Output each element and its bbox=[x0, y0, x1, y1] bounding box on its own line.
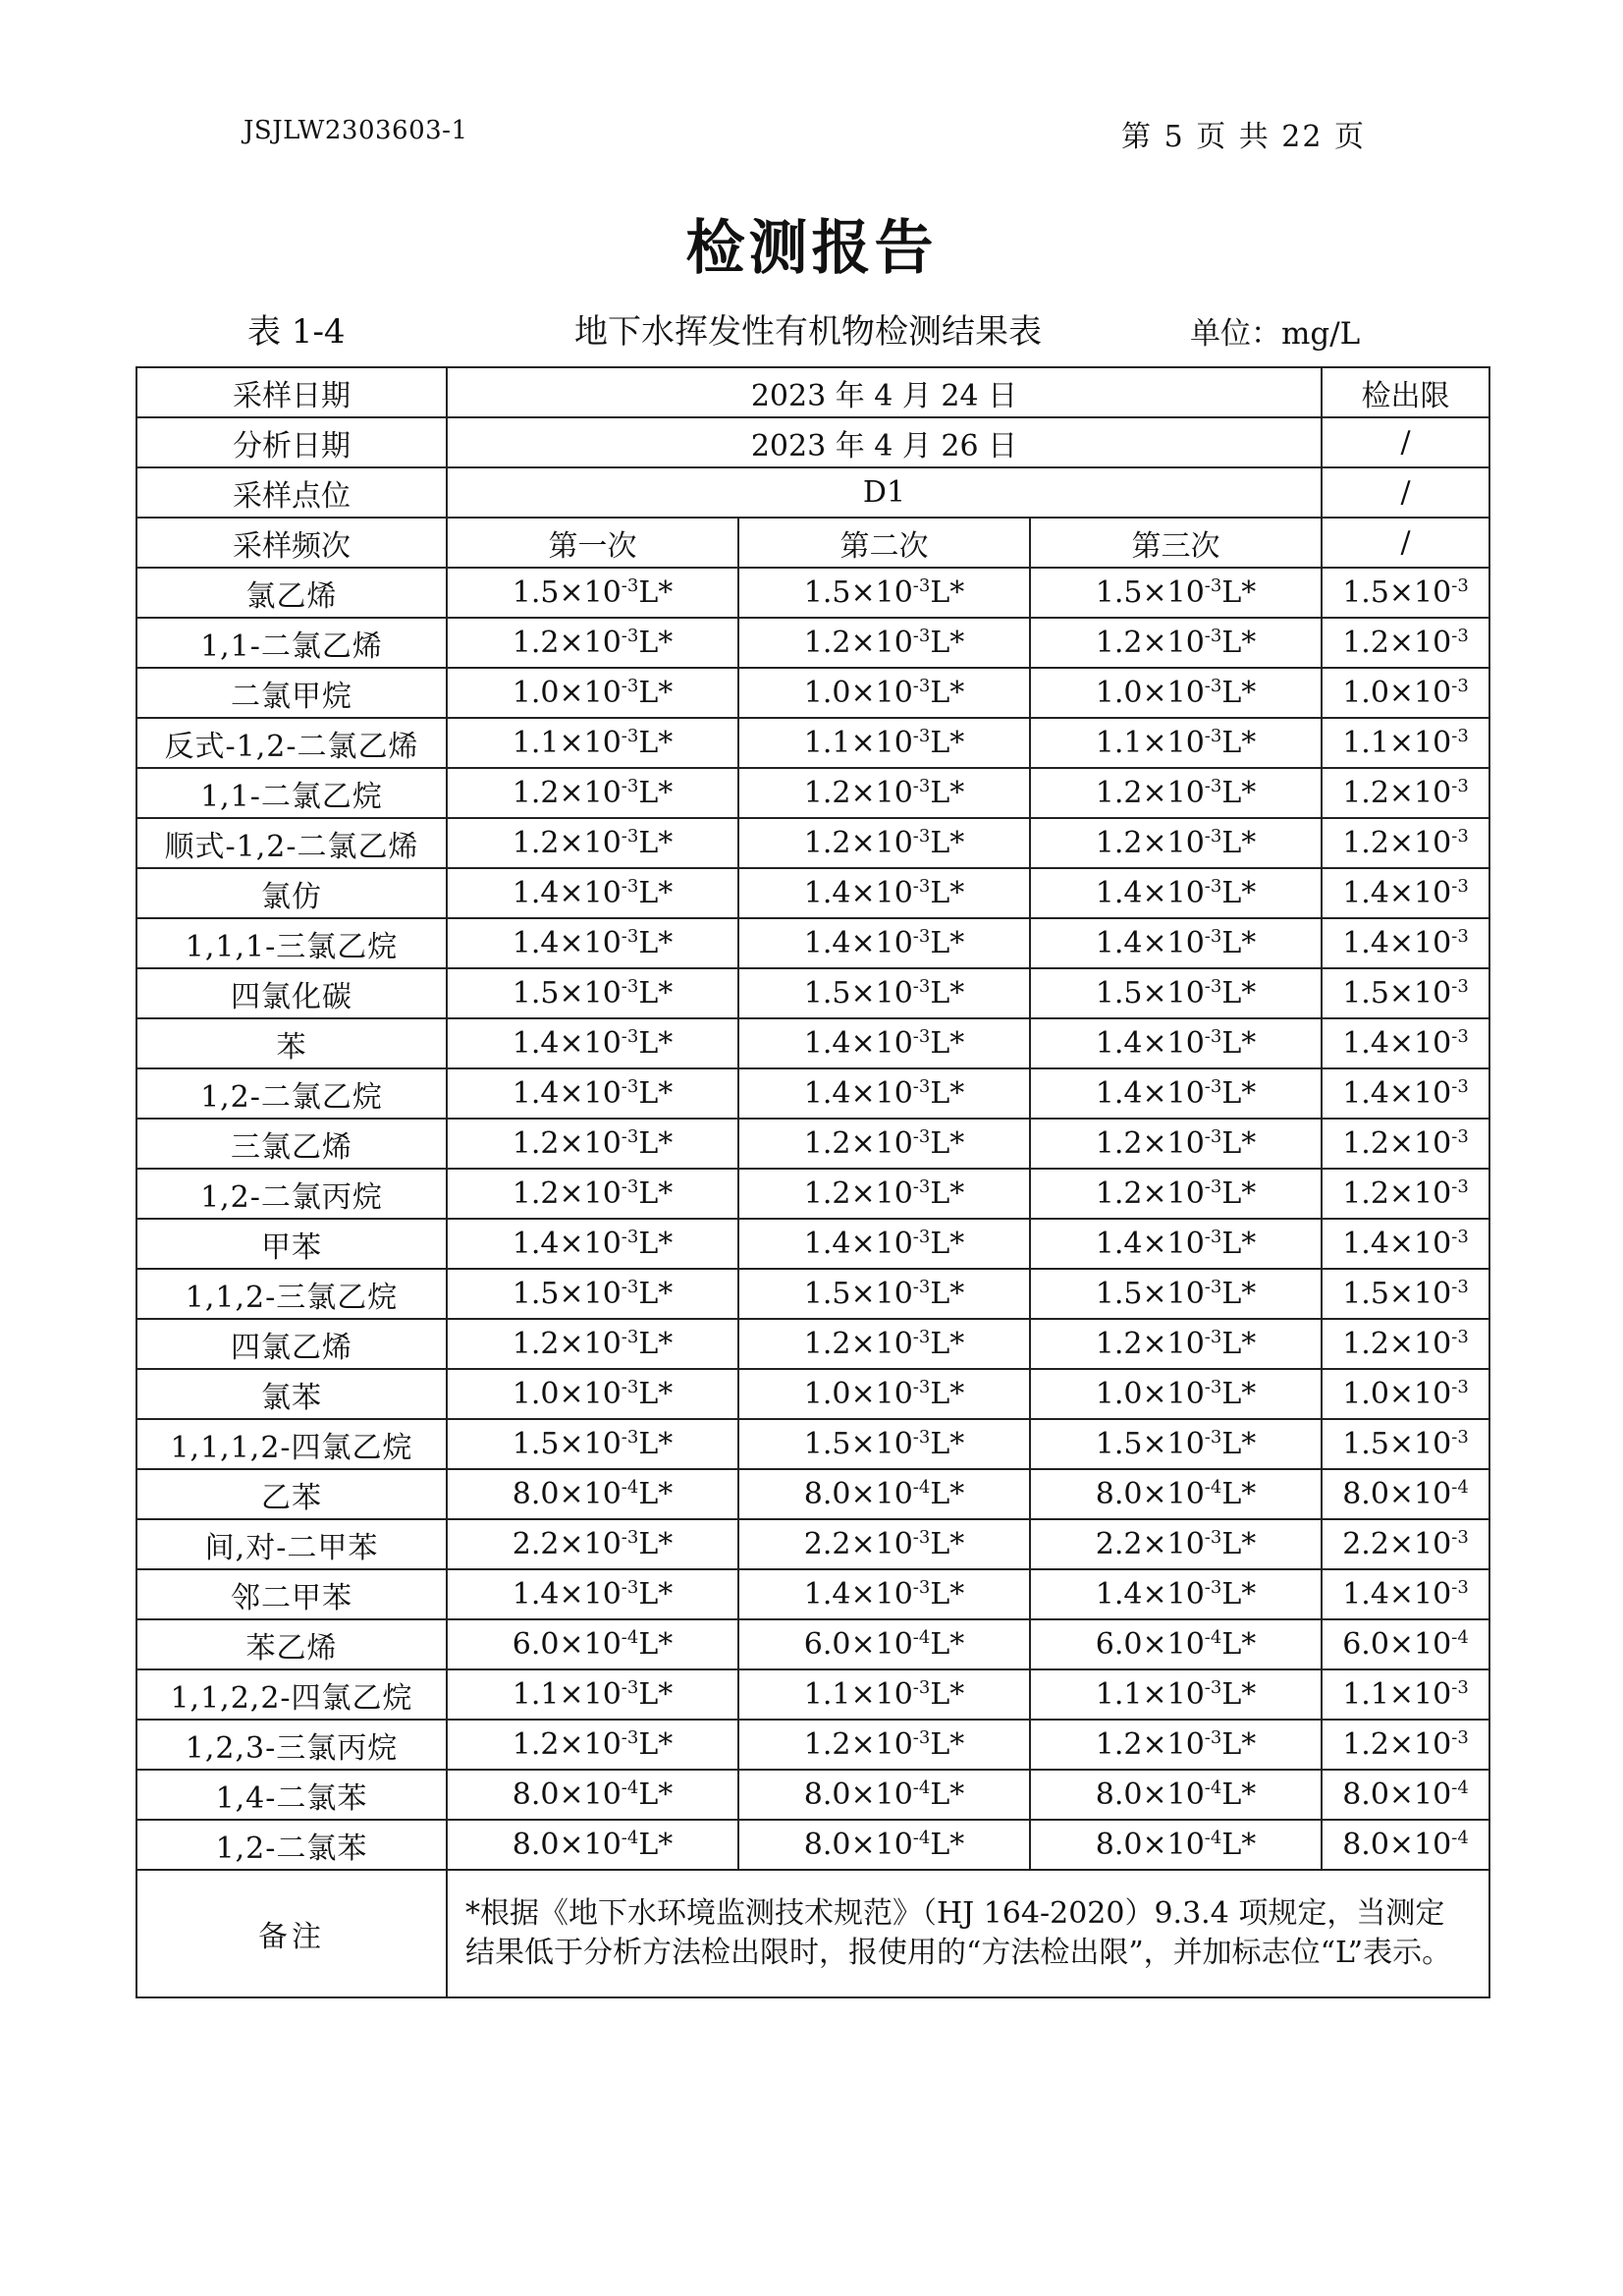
round-1-header: 第一次 bbox=[447, 518, 738, 568]
sampling-date-value: 2023 年 4 月 24 日 bbox=[447, 367, 1322, 417]
detection-limit-value: $1.2\times 10^{-3}$ bbox=[1322, 1720, 1489, 1770]
detection-limit-value: $6.0\times 10^{-4}$ bbox=[1322, 1619, 1489, 1669]
table-row bbox=[136, 968, 1489, 1018]
table-row bbox=[136, 618, 1489, 668]
result-value: $8.0\times 10^{-4}L*$ bbox=[738, 1820, 1030, 1870]
result-value: $1.4\times 10^{-3}L*$ bbox=[738, 1068, 1030, 1119]
result-value: $8.0\times 10^{-4}L*$ bbox=[447, 1820, 738, 1870]
table-row bbox=[136, 668, 1489, 718]
compound-name: 苯 bbox=[136, 1018, 447, 1068]
result-value: $1.0\times 10^{-3}L*$ bbox=[738, 668, 1030, 718]
result-value: $1.2\times 10^{-3}L*$ bbox=[447, 1169, 738, 1219]
result-value: $6.0\times 10^{-4}L*$ bbox=[447, 1619, 738, 1669]
compound-name: 邻二甲苯 bbox=[136, 1569, 447, 1619]
table-row bbox=[136, 1269, 1489, 1319]
result-value: $1.4\times 10^{-3}L*$ bbox=[738, 918, 1030, 968]
unit-label: 单位：mg/L bbox=[1190, 316, 1361, 352]
result-value: $1.0\times 10^{-3}L*$ bbox=[447, 1369, 738, 1419]
result-value: $1.4\times 10^{-3}L*$ bbox=[738, 1569, 1030, 1619]
table-row bbox=[136, 1619, 1489, 1669]
result-value: $1.2\times 10^{-3}L*$ bbox=[447, 1720, 738, 1770]
result-value: $1.5\times 10^{-3}L*$ bbox=[447, 968, 738, 1018]
result-value: $1.2\times 10^{-3}L*$ bbox=[738, 818, 1030, 868]
detection-limit-value: $1.4\times 10^{-3}$ bbox=[1322, 1018, 1489, 1068]
compound-name: 四氯乙烯 bbox=[136, 1319, 447, 1369]
result-value: $1.0\times 10^{-3}L*$ bbox=[1030, 1369, 1322, 1419]
detection-limit-value: $1.5\times 10^{-3}$ bbox=[1322, 568, 1489, 618]
result-value: $1.2\times 10^{-3}L*$ bbox=[1030, 1319, 1322, 1369]
compound-name: 二氯甲烷 bbox=[136, 668, 447, 718]
result-value: $1.4\times 10^{-3}L*$ bbox=[447, 1219, 738, 1269]
compound-name: 1,2-二氯乙烷 bbox=[136, 1068, 447, 1119]
result-value: $1.1\times 10^{-3}L*$ bbox=[738, 1669, 1030, 1720]
detection-limit-value: $1.2\times 10^{-3}$ bbox=[1322, 618, 1489, 668]
compound-name: 1,2-二氯苯 bbox=[136, 1820, 447, 1870]
result-value: $1.5\times 10^{-3}L*$ bbox=[447, 568, 738, 618]
round-2-header: 第二次 bbox=[738, 518, 1030, 568]
result-value: $8.0\times 10^{-4}L*$ bbox=[738, 1469, 1030, 1519]
compound-name: 甲苯 bbox=[136, 1219, 447, 1269]
result-value: $1.2\times 10^{-3}L*$ bbox=[447, 818, 738, 868]
compound-name: 间,对-二甲苯 bbox=[136, 1519, 447, 1569]
detection-limit-value: $1.2\times 10^{-3}$ bbox=[1322, 1319, 1489, 1369]
sampling-date-row bbox=[136, 367, 1489, 417]
slash-cell: / bbox=[1322, 417, 1489, 467]
results-table bbox=[135, 366, 1490, 1998]
result-value: $1.2\times 10^{-3}L*$ bbox=[738, 1319, 1030, 1369]
compound-name: 反式-1,2-二氯乙烯 bbox=[136, 718, 447, 768]
result-value: $2.2\times 10^{-3}L*$ bbox=[1030, 1519, 1322, 1569]
compound-name: 氯苯 bbox=[136, 1369, 447, 1419]
result-value: $1.0\times 10^{-3}L*$ bbox=[1030, 668, 1322, 718]
result-value: $1.0\times 10^{-3}L*$ bbox=[447, 668, 738, 718]
detection-limit-value: $1.0\times 10^{-3}$ bbox=[1322, 668, 1489, 718]
result-value: $1.1\times 10^{-3}L*$ bbox=[447, 718, 738, 768]
result-value: $1.5\times 10^{-3}L*$ bbox=[447, 1269, 738, 1319]
compound-name: 1,2,3-三氯丙烷 bbox=[136, 1720, 447, 1770]
table-row bbox=[136, 718, 1489, 768]
detection-limit-value: $1.4\times 10^{-3}$ bbox=[1322, 1569, 1489, 1619]
result-value: $1.2\times 10^{-3}L*$ bbox=[447, 768, 738, 818]
sampling-date-label: 采样日期 bbox=[136, 367, 447, 417]
result-value: $8.0\times 10^{-4}L*$ bbox=[1030, 1770, 1322, 1820]
result-value: $1.4\times 10^{-3}L*$ bbox=[447, 868, 738, 918]
result-value: $8.0\times 10^{-4}L*$ bbox=[447, 1770, 738, 1820]
result-value: $8.0\times 10^{-4}L*$ bbox=[1030, 1820, 1322, 1870]
detection-limit-value: $1.4\times 10^{-3}$ bbox=[1322, 918, 1489, 968]
detection-limit-header: 检出限 bbox=[1322, 367, 1489, 417]
frequency-label: 采样频次 bbox=[136, 518, 447, 568]
result-value: $1.0\times 10^{-3}L*$ bbox=[738, 1369, 1030, 1419]
compound-name: 顺式-1,2-二氯乙烯 bbox=[136, 818, 447, 868]
result-value: $1.4\times 10^{-3}L*$ bbox=[1030, 918, 1322, 968]
table-row bbox=[136, 1119, 1489, 1169]
result-value: $1.4\times 10^{-3}L*$ bbox=[447, 918, 738, 968]
table-row bbox=[136, 818, 1489, 868]
sampling-point-row bbox=[136, 467, 1489, 518]
result-value: $1.4\times 10^{-3}L*$ bbox=[1030, 868, 1322, 918]
report-number: JSJLW2303603-1 bbox=[243, 116, 468, 145]
result-value: $6.0\times 10^{-4}L*$ bbox=[1030, 1619, 1322, 1669]
table-row bbox=[136, 1820, 1489, 1870]
compound-name: 1,4-二氯苯 bbox=[136, 1770, 447, 1820]
result-value: $1.5\times 10^{-3}L*$ bbox=[738, 1269, 1030, 1319]
result-value: $1.2\times 10^{-3}L*$ bbox=[738, 1720, 1030, 1770]
result-value: $1.2\times 10^{-3}L*$ bbox=[738, 1169, 1030, 1219]
compound-name: 乙苯 bbox=[136, 1469, 447, 1519]
page-title: 检测报告 bbox=[685, 214, 938, 283]
compound-name: 三氯乙烯 bbox=[136, 1119, 447, 1169]
detection-limit-value: $1.5\times 10^{-3}$ bbox=[1322, 1419, 1489, 1469]
table-row bbox=[136, 1669, 1489, 1720]
table-row bbox=[136, 1018, 1489, 1068]
result-value: $1.4\times 10^{-3}L*$ bbox=[738, 1018, 1030, 1068]
result-value: $1.4\times 10^{-3}L*$ bbox=[738, 868, 1030, 918]
compound-name: 1,1,1,2-四氯乙烷 bbox=[136, 1419, 447, 1469]
result-value: $1.4\times 10^{-3}L*$ bbox=[447, 1569, 738, 1619]
result-value: $8.0\times 10^{-4}L*$ bbox=[1030, 1469, 1322, 1519]
detection-limit-value: $2.2\times 10^{-3}$ bbox=[1322, 1519, 1489, 1569]
table-row bbox=[136, 1519, 1489, 1569]
result-value: $1.2\times 10^{-3}L*$ bbox=[1030, 1169, 1322, 1219]
sampling-point-value: D1 bbox=[447, 467, 1322, 518]
slash-cell: / bbox=[1322, 467, 1489, 518]
detection-limit-value: $1.4\times 10^{-3}$ bbox=[1322, 1219, 1489, 1269]
result-value: $1.2\times 10^{-3}L*$ bbox=[1030, 1119, 1322, 1169]
result-value: $1.4\times 10^{-3}L*$ bbox=[447, 1068, 738, 1119]
note-text: *根据《地下水环境监测技术规范》（HJ 164-2020）9.3.4 项规定，当测定结果低于分析方法检出限时，报使用的“方法检出限”，并加标志位“L”表示。 bbox=[447, 1870, 1489, 1997]
table-row bbox=[136, 868, 1489, 918]
table-row bbox=[136, 768, 1489, 818]
detection-limit-value: $1.2\times 10^{-3}$ bbox=[1322, 768, 1489, 818]
result-value: $1.2\times 10^{-3}L*$ bbox=[738, 618, 1030, 668]
compound-name: 1,1,1-三氯乙烷 bbox=[136, 918, 447, 968]
compound-name: 苯乙烯 bbox=[136, 1619, 447, 1669]
analysis-date-value: 2023 年 4 月 26 日 bbox=[447, 417, 1322, 467]
result-value: $1.2\times 10^{-3}L*$ bbox=[447, 618, 738, 668]
table-row bbox=[136, 1169, 1489, 1219]
detection-limit-value: $8.0\times 10^{-4}$ bbox=[1322, 1820, 1489, 1870]
result-value: $1.1\times 10^{-3}L*$ bbox=[447, 1669, 738, 1720]
detection-limit-value: $1.4\times 10^{-3}$ bbox=[1322, 1068, 1489, 1119]
note-row bbox=[136, 1870, 1489, 1997]
table-title: 地下水挥发性有机物检测结果表 bbox=[574, 312, 1042, 352]
detection-limit-value: $1.2\times 10^{-3}$ bbox=[1322, 818, 1489, 868]
result-value: $1.4\times 10^{-3}L*$ bbox=[738, 1219, 1030, 1269]
table-row bbox=[136, 568, 1489, 618]
result-value: $1.5\times 10^{-3}L*$ bbox=[1030, 1419, 1322, 1469]
result-value: $6.0\times 10^{-4}L*$ bbox=[738, 1619, 1030, 1669]
result-value: $1.4\times 10^{-3}L*$ bbox=[1030, 1569, 1322, 1619]
table-row bbox=[136, 1219, 1489, 1269]
result-value: $1.2\times 10^{-3}L*$ bbox=[447, 1119, 738, 1169]
result-value: $2.2\times 10^{-3}L*$ bbox=[738, 1519, 1030, 1569]
result-value: $8.0\times 10^{-4}L*$ bbox=[738, 1770, 1030, 1820]
table-row bbox=[136, 1419, 1489, 1469]
analysis-date-row bbox=[136, 417, 1489, 467]
result-value: $1.5\times 10^{-3}L*$ bbox=[738, 568, 1030, 618]
detection-limit-value: $1.1\times 10^{-3}$ bbox=[1322, 1669, 1489, 1720]
compound-name: 1,1-二氯乙烯 bbox=[136, 618, 447, 668]
detection-limit-value: $1.2\times 10^{-3}$ bbox=[1322, 1169, 1489, 1219]
detection-limit-value: $8.0\times 10^{-4}$ bbox=[1322, 1469, 1489, 1519]
result-value: $1.4\times 10^{-3}L*$ bbox=[1030, 1219, 1322, 1269]
result-value: $1.4\times 10^{-3}L*$ bbox=[1030, 1018, 1322, 1068]
page-indicator: 第 5 页 共 22 页 bbox=[1121, 120, 1366, 154]
result-value: $2.2\times 10^{-3}L*$ bbox=[447, 1519, 738, 1569]
detection-limit-value: $1.1\times 10^{-3}$ bbox=[1322, 718, 1489, 768]
table-row bbox=[136, 1720, 1489, 1770]
compound-name: 氯乙烯 bbox=[136, 568, 447, 618]
table-row bbox=[136, 918, 1489, 968]
compound-name: 1,1,2,2-四氯乙烷 bbox=[136, 1669, 447, 1720]
compound-name: 1,2-二氯丙烷 bbox=[136, 1169, 447, 1219]
note-label: 备注 bbox=[136, 1870, 447, 1997]
detection-limit-value: $1.2\times 10^{-3}$ bbox=[1322, 1119, 1489, 1169]
result-value: $1.4\times 10^{-3}L*$ bbox=[447, 1018, 738, 1068]
detection-limit-value: $1.4\times 10^{-3}$ bbox=[1322, 868, 1489, 918]
result-value: $8.0\times 10^{-4}L*$ bbox=[447, 1469, 738, 1519]
sampling-point-label: 采样点位 bbox=[136, 467, 447, 518]
result-value: $1.5\times 10^{-3}L*$ bbox=[447, 1419, 738, 1469]
result-value: $1.2\times 10^{-3}L*$ bbox=[1030, 768, 1322, 818]
round-3-header: 第三次 bbox=[1030, 518, 1322, 568]
table-row bbox=[136, 1369, 1489, 1419]
result-value: $1.4\times 10^{-3}L*$ bbox=[1030, 1068, 1322, 1119]
detection-limit-value: $8.0\times 10^{-4}$ bbox=[1322, 1770, 1489, 1820]
analysis-date-label: 分析日期 bbox=[136, 417, 447, 467]
result-value: $1.1\times 10^{-3}L*$ bbox=[1030, 718, 1322, 768]
result-value: $1.2\times 10^{-3}L*$ bbox=[447, 1319, 738, 1369]
table-row bbox=[136, 1770, 1489, 1820]
detection-limit-value: $1.5\times 10^{-3}$ bbox=[1322, 968, 1489, 1018]
compound-name: 氯仿 bbox=[136, 868, 447, 918]
result-value: $1.2\times 10^{-3}L*$ bbox=[1030, 1720, 1322, 1770]
result-value: $1.2\times 10^{-3}L*$ bbox=[1030, 618, 1322, 668]
table-row bbox=[136, 1319, 1489, 1369]
detection-limit-value: $1.5\times 10^{-3}$ bbox=[1322, 1269, 1489, 1319]
detection-limit-value: $1.0\times 10^{-3}$ bbox=[1322, 1369, 1489, 1419]
result-value: $1.2\times 10^{-3}L*$ bbox=[738, 768, 1030, 818]
result-value: $1.1\times 10^{-3}L*$ bbox=[1030, 1669, 1322, 1720]
table-row bbox=[136, 1068, 1489, 1119]
compound-name: 1,1-二氯乙烷 bbox=[136, 768, 447, 818]
frequency-row bbox=[136, 518, 1489, 568]
table-row bbox=[136, 1469, 1489, 1519]
result-value: $1.1\times 10^{-3}L*$ bbox=[738, 718, 1030, 768]
table-row bbox=[136, 1569, 1489, 1619]
compound-name: 1,1,2-三氯乙烷 bbox=[136, 1269, 447, 1319]
result-value: $1.5\times 10^{-3}L*$ bbox=[1030, 568, 1322, 618]
compound-name: 四氯化碳 bbox=[136, 968, 447, 1018]
result-value: $1.5\times 10^{-3}L*$ bbox=[1030, 968, 1322, 1018]
result-value: $1.5\times 10^{-3}L*$ bbox=[1030, 1269, 1322, 1319]
result-value: $1.5\times 10^{-3}L*$ bbox=[738, 968, 1030, 1018]
result-value: $1.2\times 10^{-3}L*$ bbox=[1030, 818, 1322, 868]
slash-cell: / bbox=[1322, 518, 1489, 568]
table-number: 表 1-4 bbox=[247, 312, 346, 352]
result-value: $1.5\times 10^{-3}L*$ bbox=[738, 1419, 1030, 1469]
result-value: $1.2\times 10^{-3}L*$ bbox=[738, 1119, 1030, 1169]
